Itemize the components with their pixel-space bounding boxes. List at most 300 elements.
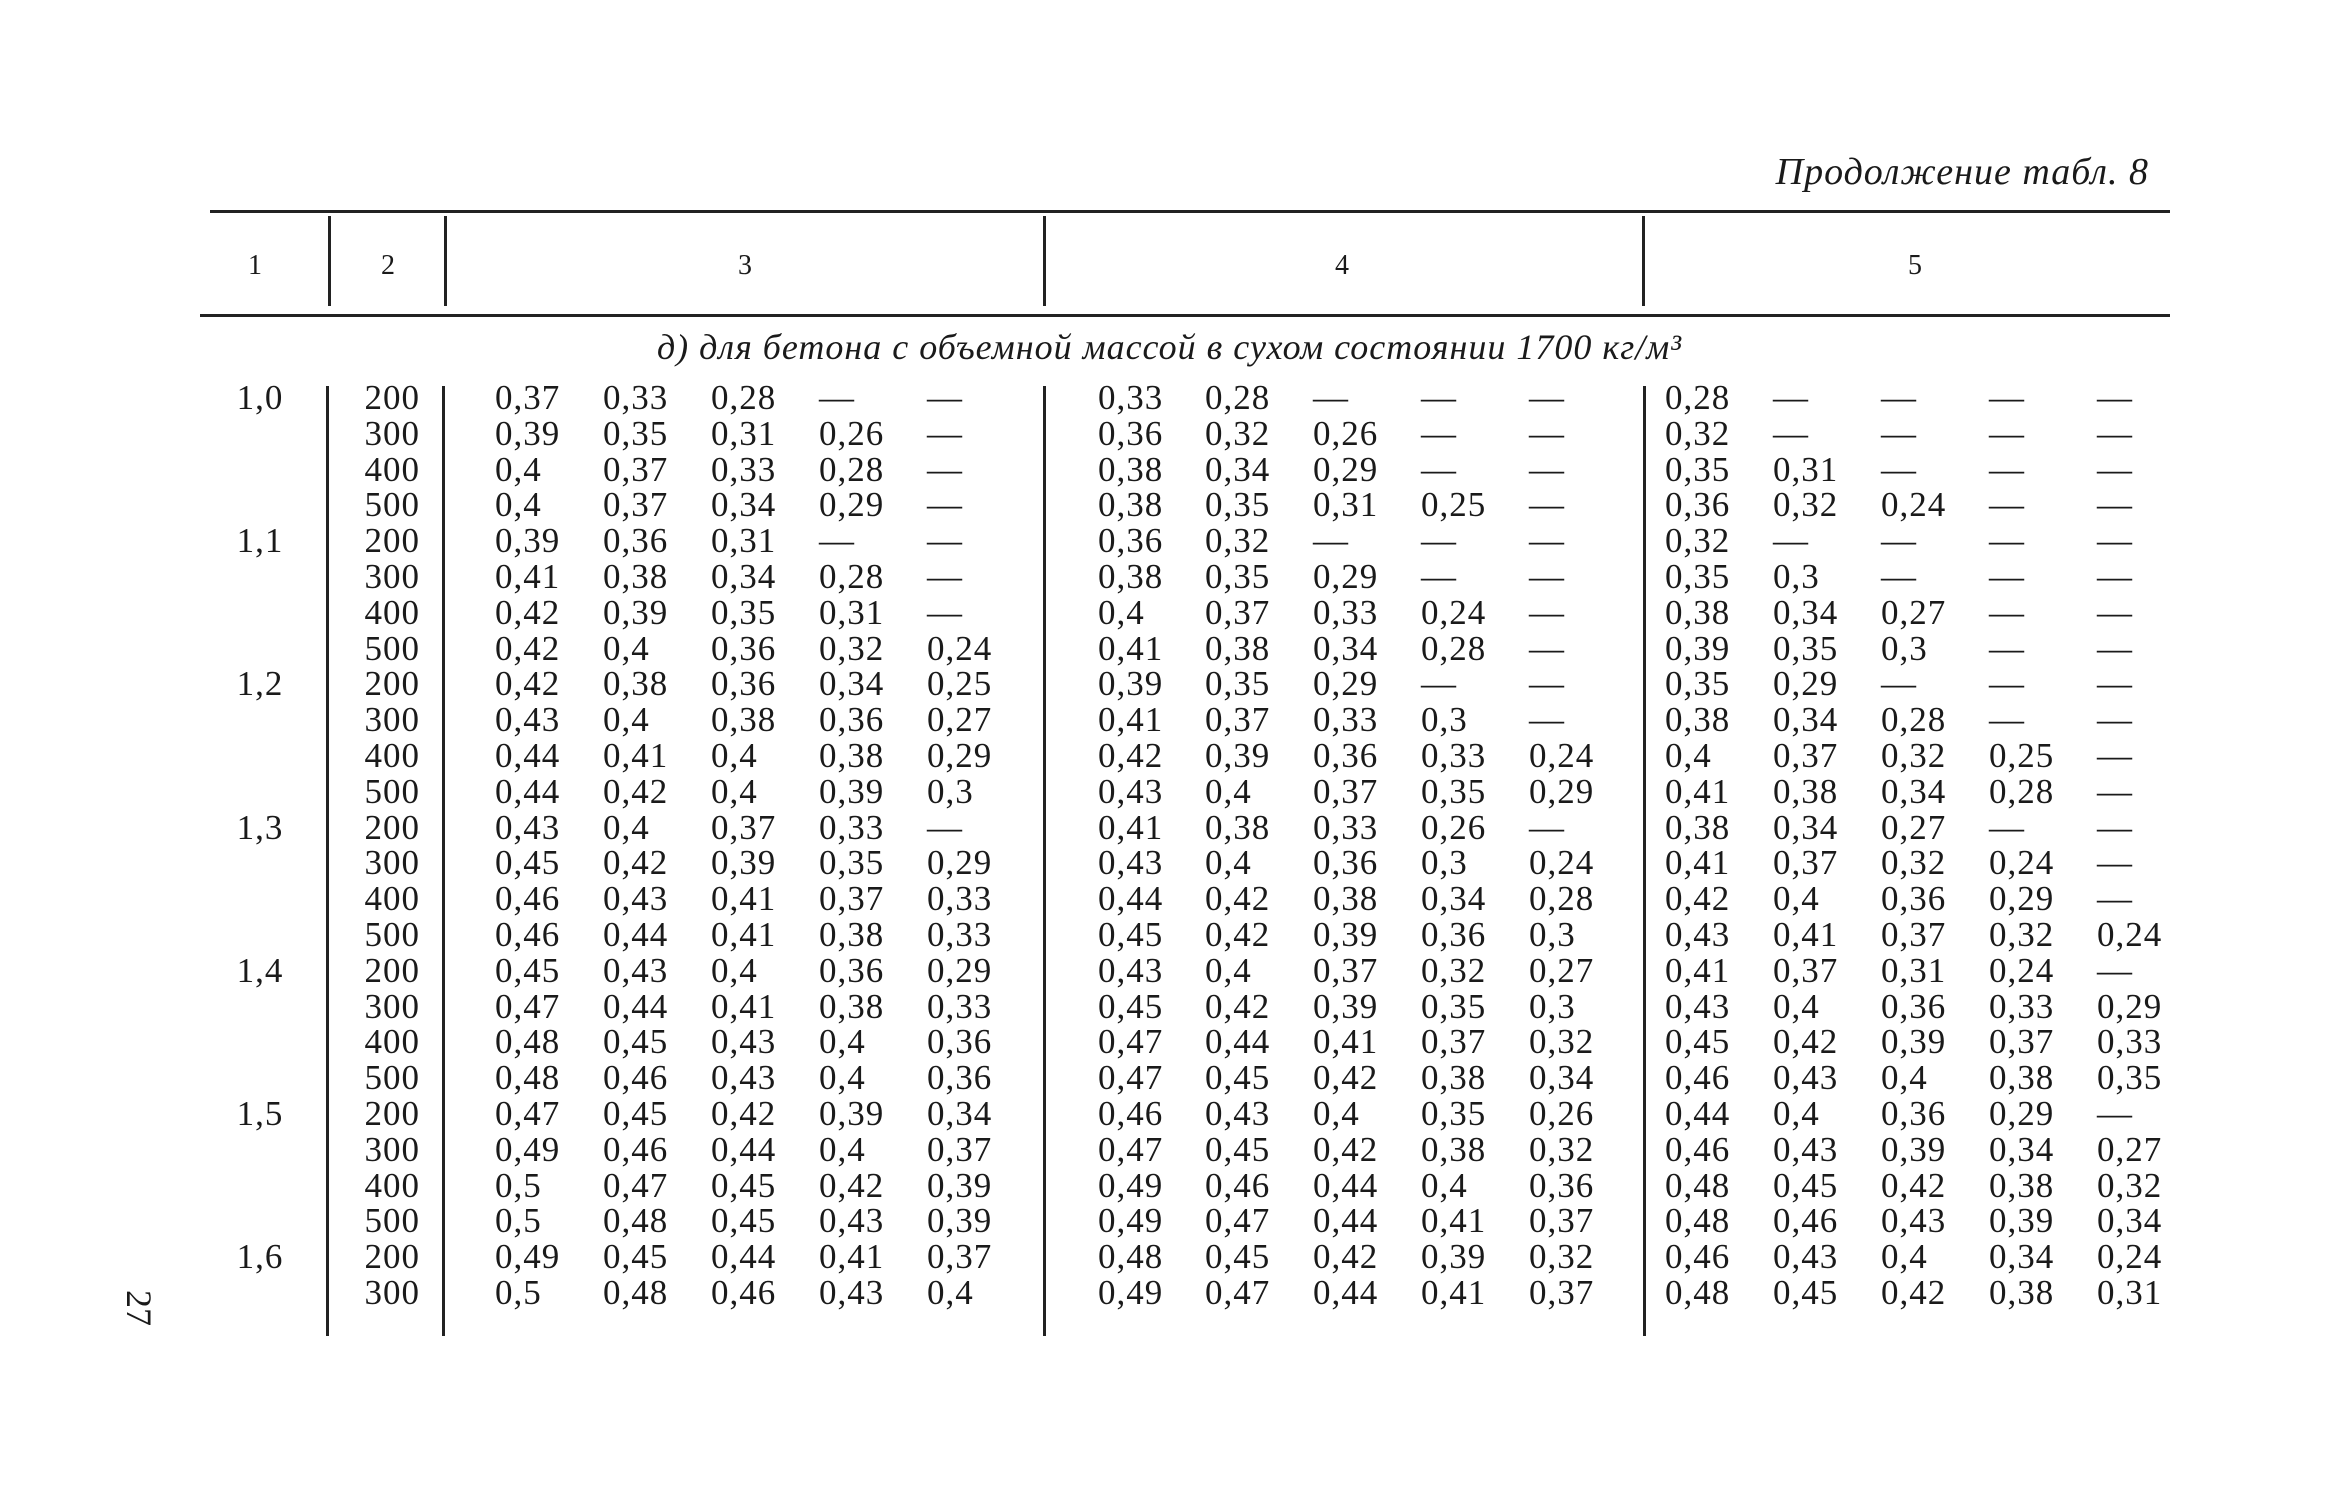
cell-col5: — <box>1989 378 2025 417</box>
cell-col4: 0,38 <box>1421 1130 1487 1169</box>
cell-col3: 0,36 <box>927 1058 993 1097</box>
cell-col4: 0,37 <box>1529 1273 1595 1312</box>
cell-col3: 0,43 <box>495 700 561 739</box>
cell-col5: — <box>1989 414 2025 453</box>
cell-col4: 0,38 <box>1421 1058 1487 1097</box>
cell-col4: 0,43 <box>1098 772 1164 811</box>
cell-col4: — <box>1421 378 1457 417</box>
cell-col3: 0,38 <box>819 915 885 954</box>
cell-col5: — <box>1989 557 2025 596</box>
cell-col5: 0,37 <box>1989 1022 2055 1061</box>
cell-col5: 0,35 <box>2097 1058 2163 1097</box>
cell-col3: 0,28 <box>711 378 777 417</box>
cell-col5: 0,36 <box>1881 987 1947 1026</box>
cell-col5: 0,3 <box>1881 629 1928 668</box>
cell-col4: 0,33 <box>1098 378 1164 417</box>
cell-col4: 0,43 <box>1098 951 1164 990</box>
cell-col5: — <box>1773 414 1809 453</box>
cell-col3: 0,38 <box>603 557 669 596</box>
cell-col3: 0,4 <box>711 772 758 811</box>
cell-col4: — <box>1529 808 1565 847</box>
cell-col4: 0,44 <box>1313 1166 1379 1205</box>
cell-col4: 0,47 <box>1098 1022 1164 1061</box>
cell-col3: 0,35 <box>819 843 885 882</box>
cell-col3: 0,49 <box>495 1130 561 1169</box>
cell-col5: — <box>1989 450 2025 489</box>
cell-col4: 0,31 <box>1313 485 1379 524</box>
cell-col5: 0,46 <box>1665 1130 1731 1169</box>
cell-col5: 0,28 <box>1665 378 1731 417</box>
cell-col5: 0,43 <box>1773 1130 1839 1169</box>
cell-col4: 0,37 <box>1529 1201 1595 1240</box>
cell-col3: — <box>927 521 963 560</box>
cell-col3: 0,46 <box>603 1130 669 1169</box>
cell-col5: 0,28 <box>1881 700 1947 739</box>
cell-col3: 0,28 <box>819 450 885 489</box>
cell-col4: 0,45 <box>1205 1058 1271 1097</box>
cell-col3: 0,44 <box>603 915 669 954</box>
cell-col2: 200 <box>364 1237 420 1276</box>
cell-col3: 0,47 <box>495 987 561 1026</box>
cell-col5: 0,29 <box>1989 879 2055 918</box>
cell-col4: 0,45 <box>1098 915 1164 954</box>
cell-col4: — <box>1421 664 1457 703</box>
cell-col4: 0,29 <box>1313 664 1379 703</box>
cell-col4: 0,3 <box>1529 987 1576 1026</box>
cell-col5: 0,29 <box>1989 1094 2055 1133</box>
cell-col4: 0,3 <box>1421 700 1468 739</box>
cell-col5: 0,41 <box>1773 915 1839 954</box>
cell-col3: — <box>927 557 963 596</box>
body-divider <box>442 386 445 1336</box>
cell-col3: 0,46 <box>495 879 561 918</box>
cell-col3: 0,4 <box>927 1273 974 1312</box>
cell-col4: 0,47 <box>1098 1058 1164 1097</box>
cell-col5: 0,37 <box>1773 951 1839 990</box>
cell-col3: 0,44 <box>495 736 561 775</box>
cell-col4: 0,38 <box>1098 485 1164 524</box>
cell-col5: 0,32 <box>1881 736 1947 775</box>
cell-col4: 0,49 <box>1098 1273 1164 1312</box>
cell-col4: 0,41 <box>1098 629 1164 668</box>
cell-col5: 0,46 <box>1665 1237 1731 1276</box>
cell-col5: — <box>2097 414 2133 453</box>
cell-col5: 0,28 <box>1989 772 2055 811</box>
cell-col3: 0,4 <box>711 951 758 990</box>
cell-col4: 0,32 <box>1421 951 1487 990</box>
cell-col4: 0,4 <box>1098 593 1145 632</box>
cell-col5: 0,35 <box>1665 450 1731 489</box>
cell-col3: 0,28 <box>819 557 885 596</box>
cell-col3: 0,47 <box>495 1094 561 1133</box>
cell-col2: 500 <box>364 629 420 668</box>
cell-col3: 0,43 <box>495 808 561 847</box>
body-divider <box>1643 386 1646 1336</box>
body-divider <box>1043 386 1046 1336</box>
cell-col3: 0,36 <box>603 521 669 560</box>
cell-col3: 0,46 <box>495 915 561 954</box>
cell-col5: 0,43 <box>1665 915 1731 954</box>
cell-col5: 0,4 <box>1881 1237 1928 1276</box>
cell-col3: 0,37 <box>927 1237 993 1276</box>
cell-col4: 0,47 <box>1205 1201 1271 1240</box>
cell-col3: 0,4 <box>603 700 650 739</box>
cell-col4: 0,4 <box>1205 951 1252 990</box>
cell-col5: 0,32 <box>1881 843 1947 882</box>
cell-col5: 0,36 <box>1881 1094 1947 1133</box>
cell-col3: 0,4 <box>819 1130 866 1169</box>
cell-col5: 0,34 <box>1773 700 1839 739</box>
cell-col1: 1,3 <box>236 808 284 847</box>
cell-col5: 0,24 <box>1881 485 1947 524</box>
cell-col5: — <box>1989 629 2025 668</box>
cell-col3: 0,39 <box>927 1166 993 1205</box>
cell-col4: 0,49 <box>1098 1166 1164 1205</box>
cell-col4: 0,42 <box>1205 915 1271 954</box>
cell-col5: 0,34 <box>1989 1237 2055 1276</box>
cell-col4: 0,25 <box>1421 485 1487 524</box>
cell-col4: 0,37 <box>1421 1022 1487 1061</box>
cell-col3: 0,43 <box>711 1058 777 1097</box>
cell-col3: 0,38 <box>603 664 669 703</box>
cell-col4: 0,42 <box>1205 879 1271 918</box>
cell-col3: 0,4 <box>603 808 650 847</box>
cell-col5: — <box>2097 1094 2133 1133</box>
cell-col3: 0,33 <box>927 879 993 918</box>
cell-col3: 0,29 <box>927 843 993 882</box>
cell-col3: 0,41 <box>711 987 777 1026</box>
cell-col2: 300 <box>364 1130 420 1169</box>
cell-col3: 0,29 <box>927 951 993 990</box>
cell-col3: — <box>927 593 963 632</box>
cell-col3: 0,41 <box>711 915 777 954</box>
cell-col4: 0,34 <box>1529 1058 1595 1097</box>
cell-col4: 0,38 <box>1098 450 1164 489</box>
cell-col3: 0,31 <box>711 521 777 560</box>
cell-col4: 0,41 <box>1098 808 1164 847</box>
cell-col5: 0,34 <box>1989 1130 2055 1169</box>
page-number: 27 <box>119 1290 159 1326</box>
cell-col3: 0,34 <box>711 485 777 524</box>
cell-col4: — <box>1529 521 1565 560</box>
cell-col5: 0,32 <box>1773 485 1839 524</box>
cell-col3: 0,4 <box>495 485 542 524</box>
cell-col4: 0,37 <box>1313 951 1379 990</box>
cell-col4: 0,44 <box>1098 879 1164 918</box>
cell-col5: 0,33 <box>2097 1022 2163 1061</box>
cell-col4: 0,36 <box>1529 1166 1595 1205</box>
cell-col3: 0,42 <box>603 843 669 882</box>
cell-col5: 0,32 <box>1665 521 1731 560</box>
cell-col4: 0,34 <box>1421 879 1487 918</box>
cell-col5: 0,37 <box>1773 843 1839 882</box>
cell-col4: — <box>1421 414 1457 453</box>
cell-col3: 0,42 <box>495 664 561 703</box>
cell-col4: — <box>1529 629 1565 668</box>
cell-col5: 0,41 <box>1665 772 1731 811</box>
cell-col2: 500 <box>364 772 420 811</box>
cell-col3: 0,36 <box>819 700 885 739</box>
cell-col4: 0,43 <box>1098 843 1164 882</box>
cell-col2: 200 <box>364 378 420 417</box>
cell-col4: 0,33 <box>1421 736 1487 775</box>
cell-col3: 0,41 <box>819 1237 885 1276</box>
cell-col5: 0,4 <box>1773 879 1820 918</box>
cell-col4: 0,28 <box>1421 629 1487 668</box>
cell-col4: 0,34 <box>1205 450 1271 489</box>
cell-col5: 0,43 <box>1773 1237 1839 1276</box>
cell-col4: 0,29 <box>1313 557 1379 596</box>
cell-col2: 300 <box>364 843 420 882</box>
cell-col4: 0,45 <box>1205 1130 1271 1169</box>
cell-col5: 0,39 <box>1665 629 1731 668</box>
cell-col3: 0,33 <box>819 808 885 847</box>
cell-col3: 0,32 <box>819 629 885 668</box>
cell-col3: 0,29 <box>819 485 885 524</box>
cell-col4: 0,42 <box>1313 1058 1379 1097</box>
cell-col4: 0,41 <box>1421 1201 1487 1240</box>
cell-col5: — <box>2097 843 2133 882</box>
cell-col4: — <box>1529 593 1565 632</box>
cell-col5: 0,41 <box>1665 951 1731 990</box>
cell-col3: 0,36 <box>711 629 777 668</box>
table-top-rule <box>210 210 2170 213</box>
cell-col3: — <box>927 808 963 847</box>
cell-col3: 0,34 <box>819 664 885 703</box>
cell-col4: — <box>1529 664 1565 703</box>
cell-col4: 0,37 <box>1205 593 1271 632</box>
cell-col3: 0,3 <box>927 772 974 811</box>
cell-col4: 0,37 <box>1205 700 1271 739</box>
cell-col4: 0,38 <box>1205 808 1271 847</box>
cell-col4: 0,46 <box>1098 1094 1164 1133</box>
cell-col3: 0,45 <box>495 843 561 882</box>
cell-col3: 0,43 <box>819 1201 885 1240</box>
cell-col5: 0,45 <box>1665 1022 1731 1061</box>
cell-col5: 0,24 <box>1989 843 2055 882</box>
cell-col3: 0,44 <box>495 772 561 811</box>
cell-col3: 0,31 <box>711 414 777 453</box>
cell-col5: 0,35 <box>1665 664 1731 703</box>
cell-col5: — <box>2097 879 2133 918</box>
cell-col4: 0,47 <box>1098 1130 1164 1169</box>
cell-col4: — <box>1313 378 1349 417</box>
header-divider <box>1642 216 1645 306</box>
cell-col4: 0,39 <box>1098 664 1164 703</box>
cell-col3: 0,48 <box>603 1273 669 1312</box>
cell-col5: 0,29 <box>1773 664 1839 703</box>
cell-col4: 0,36 <box>1421 915 1487 954</box>
cell-col3: 0,39 <box>495 521 561 560</box>
cell-col3: 0,34 <box>927 1094 993 1133</box>
cell-col5: 0,42 <box>1665 879 1731 918</box>
cell-col5: — <box>2097 629 2133 668</box>
cell-col5: — <box>2097 485 2133 524</box>
cell-col5: 0,35 <box>1665 557 1731 596</box>
cell-col4: 0,35 <box>1421 987 1487 1026</box>
cell-col5: 0,25 <box>1989 736 2055 775</box>
cell-col5: — <box>1881 414 1917 453</box>
cell-col4: 0,38 <box>1313 879 1379 918</box>
cell-col3: 0,37 <box>711 808 777 847</box>
cell-col3: 0,29 <box>927 736 993 775</box>
cell-col4: 0,33 <box>1313 593 1379 632</box>
cell-col5: 0,29 <box>2097 987 2163 1026</box>
cell-col5: — <box>1989 521 2025 560</box>
cell-col4: 0,35 <box>1421 1094 1487 1133</box>
cell-col3: — <box>927 485 963 524</box>
cell-col5: 0,42 <box>1881 1273 1947 1312</box>
cell-col3: 0,37 <box>603 485 669 524</box>
cell-col3: 0,43 <box>819 1273 885 1312</box>
cell-col3: 0,38 <box>819 736 885 775</box>
cell-col3: 0,27 <box>927 700 993 739</box>
cell-col4: 0,34 <box>1313 629 1379 668</box>
cell-col4: 0,35 <box>1205 485 1271 524</box>
cell-col3: 0,5 <box>495 1166 542 1205</box>
cell-col2: 200 <box>364 951 420 990</box>
cell-col3: 0,48 <box>603 1201 669 1240</box>
cell-col3: — <box>819 378 855 417</box>
cell-col4: — <box>1421 450 1457 489</box>
cell-col4: 0,37 <box>1313 772 1379 811</box>
cell-col5: 0,34 <box>1881 772 1947 811</box>
cell-col3: 0,24 <box>927 629 993 668</box>
header-divider <box>1043 216 1046 306</box>
cell-col3: 0,38 <box>711 700 777 739</box>
cell-col3: 0,37 <box>495 378 561 417</box>
cell-col4: 0,4 <box>1205 772 1252 811</box>
cell-col4: — <box>1421 521 1457 560</box>
cell-col4: 0,24 <box>1529 736 1595 775</box>
cell-col3: 0,38 <box>819 987 885 1026</box>
cell-col4: 0,3 <box>1421 843 1468 882</box>
cell-col5: 0,38 <box>1665 808 1731 847</box>
cell-col3: 0,49 <box>495 1237 561 1276</box>
cell-col5: 0,4 <box>1773 987 1820 1026</box>
cell-col5: 0,43 <box>1881 1201 1947 1240</box>
cell-col3: 0,39 <box>819 1094 885 1133</box>
cell-col3: 0,4 <box>819 1022 866 1061</box>
cell-col3: 0,43 <box>603 879 669 918</box>
cell-col5: 0,45 <box>1773 1166 1839 1205</box>
cell-col5: — <box>1881 664 1917 703</box>
cell-col3: 0,4 <box>819 1058 866 1097</box>
cell-col4: 0,4 <box>1313 1094 1360 1133</box>
cell-col4: 0,27 <box>1529 951 1595 990</box>
cell-col5: 0,43 <box>1773 1058 1839 1097</box>
cell-col5: 0,24 <box>2097 915 2163 954</box>
cell-col5: 0,27 <box>2097 1130 2163 1169</box>
cell-col3: 0,39 <box>711 843 777 882</box>
cell-col5: 0,46 <box>1773 1201 1839 1240</box>
cell-col5: — <box>2097 951 2133 990</box>
cell-col4: 0,45 <box>1098 987 1164 1026</box>
cell-col2: 200 <box>364 808 420 847</box>
cell-col5: 0,37 <box>1881 915 1947 954</box>
cell-col5: 0,45 <box>1773 1273 1839 1312</box>
cell-col3: 0,43 <box>603 951 669 990</box>
body-divider <box>326 386 329 1336</box>
continuation-note: Продолжение табл. 8 <box>1775 151 2149 193</box>
cell-col4: — <box>1529 700 1565 739</box>
cell-col3: 0,45 <box>711 1166 777 1205</box>
cell-col3: 0,5 <box>495 1273 542 1312</box>
cell-col5: — <box>1881 450 1917 489</box>
cell-col3: 0,26 <box>819 414 885 453</box>
cell-col1: 1,1 <box>236 521 284 560</box>
cell-col3: 0,45 <box>495 951 561 990</box>
cell-col4: 0,44 <box>1205 1022 1271 1061</box>
cell-col2: 200 <box>364 664 420 703</box>
cell-col3: 0,41 <box>603 736 669 775</box>
cell-col5: 0,36 <box>1665 485 1731 524</box>
cell-col3: 0,36 <box>819 951 885 990</box>
cell-col3: 0,42 <box>495 593 561 632</box>
cell-col4: 0,46 <box>1205 1166 1271 1205</box>
cell-col3: 0,42 <box>819 1166 885 1205</box>
cell-col3: 0,35 <box>603 414 669 453</box>
cell-col2: 400 <box>364 593 420 632</box>
cell-col3: 0,46 <box>711 1273 777 1312</box>
cell-col4: 0,44 <box>1313 1273 1379 1312</box>
cell-col3: 0,31 <box>819 593 885 632</box>
cell-col4: 0,38 <box>1205 629 1271 668</box>
cell-col3: 0,34 <box>711 557 777 596</box>
cell-col2: 500 <box>364 1201 420 1240</box>
cell-col4: — <box>1529 378 1565 417</box>
cell-col3: 0,44 <box>711 1237 777 1276</box>
cell-col1: 1,5 <box>236 1094 284 1133</box>
cell-col4: 0,42 <box>1313 1237 1379 1276</box>
cell-col5: 0,27 <box>1881 808 1947 847</box>
cell-col3: 0,39 <box>603 593 669 632</box>
cell-col4: 0,26 <box>1421 808 1487 847</box>
cell-col4: — <box>1529 414 1565 453</box>
cell-col4: 0,33 <box>1313 808 1379 847</box>
cell-col5: 0,34 <box>2097 1201 2163 1240</box>
cell-col2: 400 <box>364 1022 420 1061</box>
cell-col5: 0,46 <box>1665 1058 1731 1097</box>
cell-col2: 200 <box>364 521 420 560</box>
cell-col5: — <box>1989 593 2025 632</box>
cell-col3: 0,5 <box>495 1201 542 1240</box>
cell-col3: 0,44 <box>711 1130 777 1169</box>
cell-col3: 0,42 <box>495 629 561 668</box>
cell-col5: — <box>1989 485 2025 524</box>
cell-col5: 0,34 <box>1773 593 1839 632</box>
cell-col5: 0,33 <box>1989 987 2055 1026</box>
cell-col3: 0,45 <box>603 1094 669 1133</box>
cell-col2: 300 <box>364 1273 420 1312</box>
cell-col3: — <box>927 414 963 453</box>
cell-col4: 0,41 <box>1313 1022 1379 1061</box>
cell-col4: — <box>1529 485 1565 524</box>
cell-col4: 0,24 <box>1529 843 1595 882</box>
cell-col3: 0,39 <box>927 1201 993 1240</box>
cell-col5: — <box>1989 700 2025 739</box>
cell-col5: 0,24 <box>2097 1237 2163 1276</box>
cell-col5: 0,32 <box>1989 915 2055 954</box>
cell-col4: 0,41 <box>1421 1273 1487 1312</box>
cell-col5: 0,48 <box>1665 1273 1731 1312</box>
cell-col5: 0,32 <box>2097 1166 2163 1205</box>
cell-col5: — <box>2097 664 2133 703</box>
cell-col3: 0,33 <box>711 450 777 489</box>
cell-col4: 0,4 <box>1421 1166 1468 1205</box>
cell-col5: — <box>2097 700 2133 739</box>
cell-col4: 0,33 <box>1313 700 1379 739</box>
